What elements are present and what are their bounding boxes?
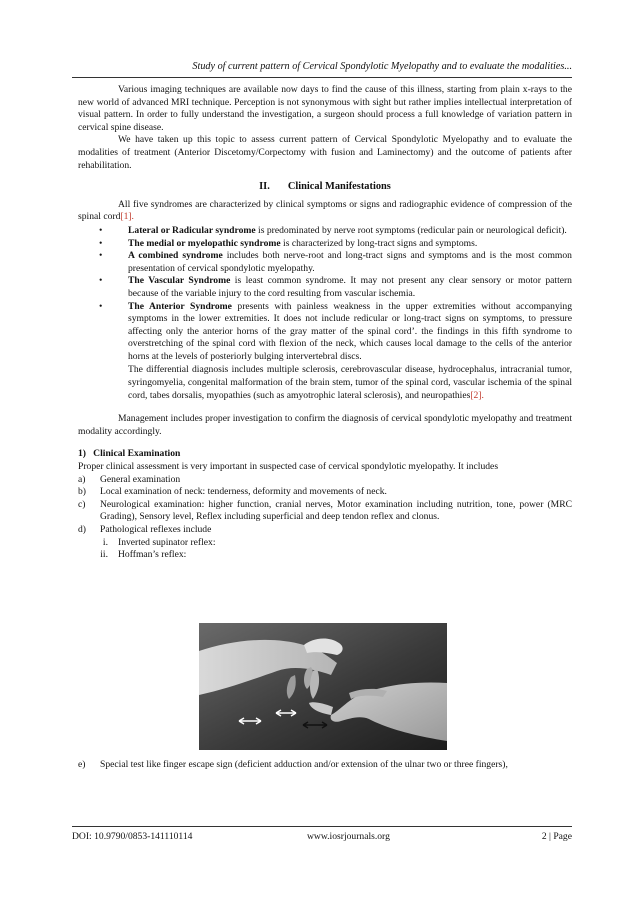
list-item-text: Neurological examination: higher function, cranial nerves, Motor examination including nutrition, tone, power (MRC Grading), Sensory level, Reflex including superficial and deep tendon reflex and clonus.	[100, 498, 572, 523]
list-marker: d)	[78, 524, 86, 535]
syndrome-term: Lateral or Radicular syndrome	[128, 224, 256, 236]
citation-link-1[interactable]: [1].	[120, 211, 134, 223]
management-paragraph: Management includes proper investigation to confirm the diagnosis of cervical spondylotic myelopathy and treatment modality accordingly.	[78, 413, 572, 437]
list-marker: ii.	[100, 549, 108, 561]
intro-paragraph-1: Various imaging techniques are available now days to find the cause of this illness, starting from plain x-rays to the new world of advanced MRI technique. Perception is not synonymous with sight but rather implies intellectual interpretation of visual pattern. In order to fully understand the investigation, a surgeon should process a full knowledge of variation pattern in cervical spine disease.	[78, 84, 572, 133]
list-item	[92, 275, 572, 300]
list-item-text: General examination	[100, 473, 181, 485]
list-item-text: Special test like finger escape sign (deficient adduction and/or extension of the ulnar two or three fingers),	[100, 759, 508, 770]
list-marker: i.	[102, 536, 108, 548]
citation-link-2[interactable]: [2].	[470, 389, 484, 401]
list-item	[92, 225, 572, 238]
list-marker: b)	[78, 486, 86, 498]
hoffman-reflex-photo	[199, 623, 447, 750]
syndrome-term: The Vascular Syndrome	[128, 275, 231, 287]
syndrome-term: The Anterior Syndrome	[128, 300, 232, 312]
syndrome-text: includes both nerve-root and long-tract signs and symptoms and is the most common presentation of cervical spondylotic myelopathy.	[128, 250, 572, 274]
exam-list	[78, 474, 572, 537]
syndrome-text: is characterized by long-tract signs and symptoms.	[280, 237, 478, 249]
bullet-icon: •	[99, 224, 103, 236]
list-marker: e)	[78, 759, 86, 770]
page-number: 2 | Page	[541, 831, 572, 842]
doi-text: DOI: 10.9790/0853-141110114	[72, 831, 193, 842]
clinical-exam-intro: Proper clinical assessment is very important in suspected case of cervical spondylotic myelopathy. It includes	[78, 461, 499, 473]
syndromes-text: All five syndromes are characterized by clinical symptoms or signs and radiographic evidence of compression of the spinal cord	[78, 198, 572, 223]
list-item	[78, 499, 572, 524]
bullet-icon: •	[99, 275, 103, 287]
list-item	[78, 474, 572, 487]
bullet-icon: •	[99, 300, 103, 312]
list-item-text: Local examination of neck: tenderness, deformity and movements of neck.	[100, 486, 387, 498]
intro-paragraph-2: We have taken up this topic to assess current pattern of Cervical Spondylotic Myelopathy and to evaluate the modalities of treatment (Anterior Discetomy/Corpectomy with fusion and Laminectomy) and the outcome of patients after rehabilitation.	[78, 134, 572, 171]
item-e	[78, 759, 572, 772]
differential-text: The differential diagnosis includes multiple sclerosis, cerebrovascular disease, hydrocephalus, intracranial tumor, syringomyelia, congenital malformation of the brain stem, tumor of the spinal cord, vascular ischemia of the spinal cord, tabes dorsalis, myopathies (such as amyotrophic lateral sclerosis), and neuropathies	[128, 364, 572, 401]
page-body	[78, 84, 572, 562]
list-item	[78, 537, 572, 550]
running-header: Study of current pattern of Cervical Spondylotic Myelopathy and to evaluate the modalities...	[192, 61, 572, 72]
list-item-text: Pathological reflexes include	[100, 524, 212, 535]
syndrome-text: is predominated by nerve root symptoms (redicular pain or neurological deficit).	[255, 224, 567, 236]
list-item	[92, 238, 572, 251]
syndrome-term: The medial or myelopathic syndrome	[128, 237, 281, 249]
list-item	[78, 524, 572, 537]
list-item	[78, 486, 572, 499]
syndrome-text: is least common syndrome. It may not present any clear sensory or motor pattern because of the variable injury to the cord resulting from vascular ischemia.	[128, 275, 572, 299]
syndrome-text: presents with painless weakness in the upper extremities without accompanying symptoms in the lower extremities. It does not include redicular or long-tract signs on symptoms, to pressure affecting only the anterior horns of the gray matter of the spinal cord’. the findings in this fifth syndrome to overstretching of the spinal cord with flexion of the neck, which causes local damage to the cells of the anterior horns at the levels of posteriorly bulging intervertebral discs.	[128, 300, 572, 362]
subsection-heading: 1) Clinical Examination	[78, 448, 181, 460]
syndrome-list	[78, 225, 572, 364]
differential-diagnosis	[128, 364, 572, 402]
bullet-icon: •	[99, 237, 103, 249]
footer-rule	[72, 826, 572, 827]
list-item-text: Hoffman’s reflex:	[118, 549, 187, 561]
bullet-icon: •	[99, 250, 103, 262]
section-heading	[78, 181, 572, 194]
section-number: II.	[259, 181, 270, 193]
reflex-list	[78, 537, 572, 562]
list-item-text: Inverted supinator reflex:	[118, 536, 216, 548]
spacer	[78, 402, 572, 413]
list-item	[92, 301, 572, 364]
section-title: Clinical Manifestations	[287, 181, 391, 193]
header-rule	[72, 77, 572, 78]
syndromes-paragraph	[78, 199, 572, 224]
list-marker: c)	[78, 498, 86, 510]
syndrome-term: A combined syndrome	[128, 250, 223, 262]
list-marker: a)	[78, 473, 86, 485]
list-item	[78, 549, 572, 562]
journal-website-link[interactable]: www.iosrjournals.org	[307, 831, 390, 842]
list-item	[92, 250, 572, 275]
